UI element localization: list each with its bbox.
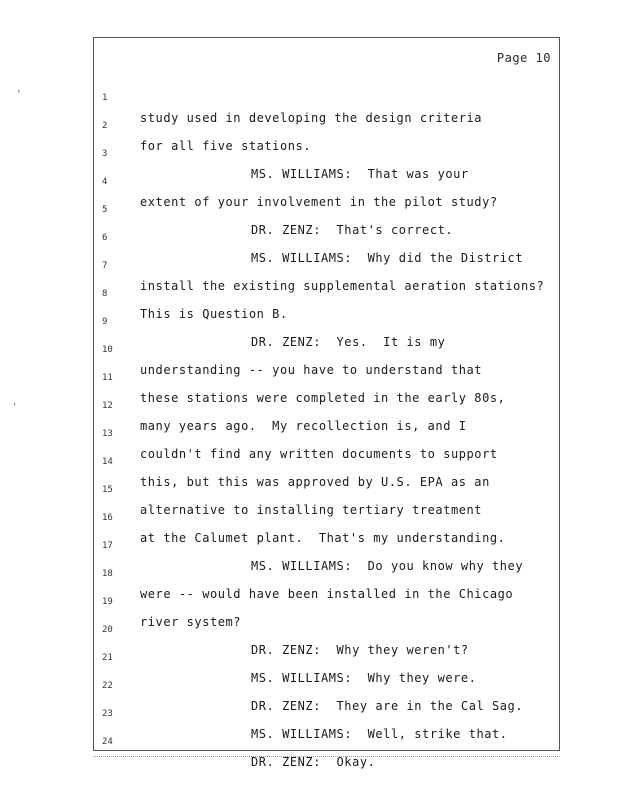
line-text: alternative to installing tertiary treatment [140, 503, 483, 517]
line-text: were -- would have been installed in the Chicago [140, 587, 514, 601]
line-number: 10 [102, 345, 113, 355]
line-text: these stations were completed in the early 80s, [140, 391, 506, 405]
line-number: 17 [102, 541, 113, 551]
line-text: for all five stations. [140, 139, 312, 153]
line-text: MS. WILLIAMS: Well, strike that. [251, 727, 508, 741]
line-number: 18 [102, 569, 113, 579]
page-number: Page 10 [496, 51, 551, 65]
line-number: 5 [102, 205, 108, 215]
line-text: study used in developing the design criteria [140, 111, 483, 125]
line-text: install the existing supplemental aeration stations? [140, 279, 545, 293]
line-number: 1 [102, 93, 108, 103]
line-text: many years ago. My recollection is, and I [140, 419, 467, 433]
line-number: 15 [102, 485, 113, 495]
line-text: MS. WILLIAMS: Do you know why they [251, 559, 524, 573]
line-number: 24 [102, 737, 113, 747]
line-number: 19 [102, 597, 113, 607]
margin-scan-mark: ’ [16, 90, 22, 100]
line-text: extent of your involvement in the pilot study? [140, 195, 498, 209]
line-number: 12 [102, 401, 113, 411]
line-number: 4 [102, 177, 108, 187]
line-number: 22 [102, 681, 113, 691]
line-text: MS. WILLIAMS: Why they were. [251, 671, 477, 685]
line-number: 16 [102, 513, 113, 523]
transcript-page [93, 37, 560, 769]
line-number: 14 [102, 457, 113, 467]
margin-scan-mark: ‚ [12, 398, 18, 408]
line-number: 2 [102, 121, 108, 131]
line-text: DR. ZENZ: That's correct. [251, 223, 454, 237]
line-number: 21 [102, 653, 113, 663]
line-number: 7 [102, 261, 108, 271]
line-text: river system? [140, 615, 242, 629]
line-text: couldn't find any written documents to support [140, 447, 498, 461]
transcript-line [94, 68, 554, 125]
line-number: 11 [102, 373, 113, 383]
line-number: 23 [102, 709, 113, 719]
footer-rule [93, 756, 560, 757]
line-number: 20 [102, 625, 113, 635]
line-number: 8 [102, 289, 108, 299]
line-text: MS. WILLIAMS: That was your [251, 167, 469, 181]
line-number: 3 [102, 149, 108, 159]
line-text: at the Calumet plant. That's my understanding. [140, 531, 506, 545]
line-text: understanding -- you have to understand that [140, 363, 483, 377]
line-text: This is Question B. [140, 307, 288, 321]
line-number: 13 [102, 429, 113, 439]
line-number: 6 [102, 233, 108, 243]
line-text: DR. ZENZ: Why they weren't? [251, 643, 469, 657]
line-text: DR. ZENZ: They are in the Cal Sag. [251, 699, 524, 713]
line-text: this, but this was approved by U.S. EPA as an [140, 475, 490, 489]
line-number: 9 [102, 317, 108, 327]
line-text: DR. ZENZ: Yes. It is my [251, 335, 446, 349]
line-text: MS. WILLIAMS: Why did the District [251, 251, 524, 265]
line-text: DR. ZENZ: Okay. [251, 755, 376, 769]
